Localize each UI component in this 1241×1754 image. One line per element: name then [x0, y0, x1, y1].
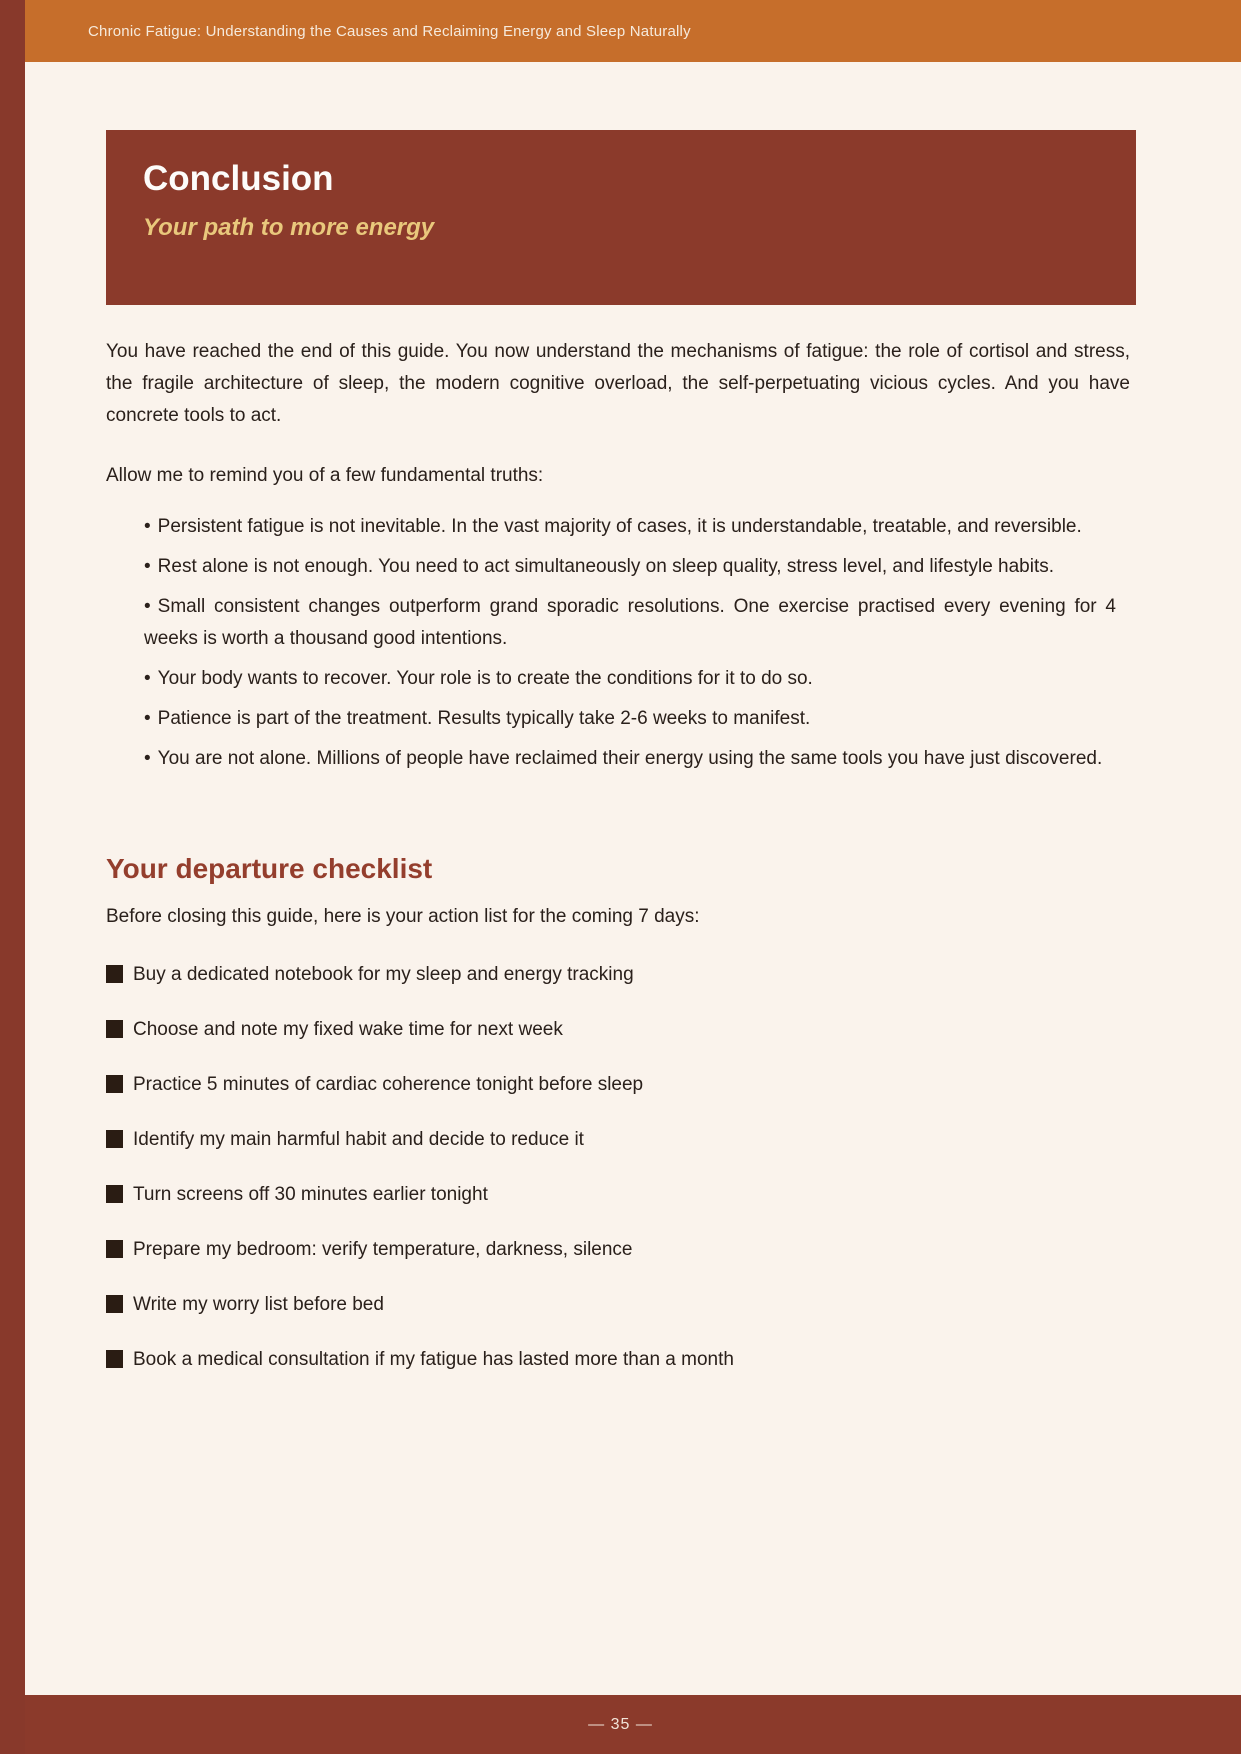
checkbox-icon [106, 1350, 123, 1368]
list-item-text: Persistent fatigue is not inevitable. In the vast majority of cases, it is understandable, treatable, and reversible. [157, 516, 1082, 537]
checklist-lead-in: Before closing this guide, here is your action list for the coming 7 days: [106, 906, 700, 927]
checkbox-icon [106, 1240, 123, 1258]
page-subtitle: Your path to more energy [143, 214, 435, 241]
checklist-item [106, 1347, 1136, 1372]
checklist [106, 962, 1136, 1372]
checklist-item-label: Identify my main harmful habit and decide to reduce it [133, 1129, 584, 1150]
page-number: — 35 — [588, 1715, 653, 1733]
bullet-icon: • [144, 668, 151, 689]
checklist-item [106, 1182, 1136, 1207]
checklist-item-label: Book a medical consultation if my fatigue has lasted more than a month [133, 1349, 734, 1370]
checklist-item [106, 1017, 1136, 1042]
bullet-icon: • [144, 556, 151, 577]
list-item-text: Your body wants to recover. Your role is to create the conditions for it to do so. [157, 668, 813, 689]
list-item [106, 743, 1136, 775]
section-heading: Your departure checklist [106, 853, 433, 884]
checklist-item-label: Buy a dedicated notebook for my sleep and energy tracking [133, 964, 634, 985]
checklist-item [106, 1292, 1136, 1317]
checkbox-icon [106, 1185, 123, 1203]
list-item-text: You are not alone. Millions of people have reclaimed their energy using the same tools you have just discovered. [157, 748, 1103, 769]
left-accent-stripe [0, 0, 25, 1754]
bullet-icon: • [144, 516, 151, 537]
page-content [106, 130, 1136, 1402]
list-item [106, 511, 1136, 543]
checklist-item-label: Practice 5 minutes of cardiac coherence tonight before sleep [133, 1074, 644, 1095]
checklist-item-label: Prepare my bedroom: verify temperature, darkness, silence [133, 1239, 633, 1260]
checkbox-icon [106, 1020, 123, 1038]
truths-list [106, 511, 1136, 775]
footer-bar [0, 1695, 1241, 1754]
checklist-item-label: Turn screens off 30 minutes earlier tonight [133, 1184, 488, 1205]
header-bar [25, 0, 1241, 62]
intro-paragraph: You have reached the end of this guide. You now understand the mechanisms of fatigue: the role of cortisol and stress, the fragile architecture of sleep, the modern cognitive overload, the self-perpetuating vicious cycles. And you have concrete tools to act. [106, 341, 1130, 426]
checkbox-icon [106, 965, 123, 983]
checklist-item [106, 962, 1136, 987]
chapter-hero-panel [106, 130, 1136, 305]
bullet-icon: • [144, 748, 151, 769]
list-item [106, 703, 1136, 735]
checklist-item [106, 1237, 1136, 1262]
page-title: Conclusion [143, 159, 334, 198]
list-item [106, 551, 1136, 583]
checklist-item [106, 1127, 1136, 1152]
truths-lead-in: Allow me to remind you of a few fundamental truths: [106, 465, 544, 486]
checklist-item [106, 1072, 1136, 1097]
checkbox-icon [106, 1130, 123, 1148]
book-title: Chronic Fatigue: Understanding the Causes and Reclaiming Energy and Sleep Naturally [88, 22, 691, 40]
checkbox-icon [106, 1075, 123, 1093]
list-item-text: Patience is part of the treatment. Results typically take 2-6 weeks to manifest. [157, 708, 811, 729]
checklist-item-label: Write my worry list before bed [133, 1294, 384, 1315]
bullet-icon: • [144, 708, 151, 729]
list-item-text: Rest alone is not enough. You need to act simultaneously on sleep quality, stress level, and lifestyle habits. [157, 556, 1055, 577]
checklist-item-label: Choose and note my fixed wake time for next week [133, 1019, 563, 1040]
list-item [106, 591, 1136, 655]
bullet-icon: • [144, 596, 151, 617]
list-item [106, 663, 1136, 695]
checkbox-icon [106, 1295, 123, 1313]
list-item-text: Small consistent changes outperform grand sporadic resolutions. One exercise practised every evening for 4 weeks is worth a thousand good intentions. [144, 596, 1116, 649]
